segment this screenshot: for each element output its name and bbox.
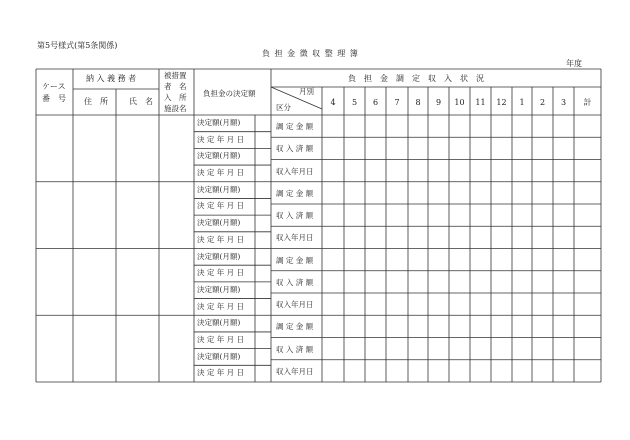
decided-monthly-label-0b: 決定額(月額) <box>197 151 241 161</box>
decided-monthly-label-3b: 決定額(月額) <box>197 351 241 361</box>
facility-header-4: 施設名 <box>164 104 187 113</box>
received-date-label-2: 収入年月日 <box>276 300 314 309</box>
month-label-8: 12 <box>496 98 507 107</box>
month-label-7: 11 <box>475 98 486 107</box>
month-label-10: 2 <box>539 98 546 107</box>
received-amount-label-1: 収 入 済 額 <box>276 211 314 220</box>
case-number-header-2: 番 号 <box>42 94 66 103</box>
decided-monthly-label-3a: 決定額(月額) <box>197 318 241 328</box>
month-label-3: 7 <box>394 98 400 107</box>
name-header: 氏 名 <box>129 97 153 106</box>
category-header: 区分 <box>276 103 291 112</box>
received-date-label-0: 収入年月日 <box>276 166 314 176</box>
assessed-amount-label-1: 調 定 金 額 <box>276 188 314 198</box>
assessed-amount-label-3: 調 定 金 額 <box>276 322 314 332</box>
form-number: 第5号様式(第5条関係) <box>37 41 118 50</box>
decided-date-label-1a: 決 定 年 月 日 <box>197 201 245 211</box>
facility-header-3: 入 所 <box>164 93 187 102</box>
received-amount-label-0: 収 入 済 額 <box>276 144 314 154</box>
assessed-amount-label-2: 調 定 金 額 <box>276 255 314 265</box>
decided-date-label-3a: 決 定 年 月 日 <box>197 334 245 344</box>
facility-header-1: 被措置 <box>164 71 187 80</box>
month-label-9: 1 <box>519 98 525 107</box>
assessed-amount-label-0: 調 定 金 額 <box>276 122 314 131</box>
month-label-0: 4 <box>330 98 336 107</box>
decided-date-label-2a: 決 定 年 月 日 <box>197 268 245 278</box>
facility-header-2: 者 名 <box>164 82 187 91</box>
address-header: 住 所 <box>84 97 108 106</box>
decided-monthly-label-2a: 決定額(月額) <box>197 251 241 261</box>
page-title: 負 担 金 徴 収 整 理 簿 <box>262 49 359 58</box>
decided-monthly-label-1a: 決定額(月額) <box>197 184 241 194</box>
received-date-label-1: 収入年月日 <box>276 233 314 243</box>
decided-monthly-label-1b: 決定額(月額) <box>197 218 241 228</box>
decided-monthly-label-2b: 決定額(月額) <box>197 284 241 294</box>
decided-date-label-0a: 決 定 年 月 日 <box>197 134 245 144</box>
decided-monthly-label-0a: 決定額(月額) <box>197 118 241 127</box>
case-number-header-1: ケース <box>42 82 66 91</box>
collection-status-header: 負 担 金 調 定 収 入 状 況 <box>348 74 484 83</box>
month-header: 月別 <box>299 87 314 96</box>
month-label-12: 計 <box>583 98 592 107</box>
received-amount-label-2: 収 入 済 額 <box>276 277 314 287</box>
decided-date-label-0b: 決 定 年 月 日 <box>197 168 245 178</box>
month-label-11: 3 <box>560 98 567 107</box>
decided-date-label-2b: 決 定 年 月 日 <box>197 301 245 311</box>
decided-date-label-3b: 決 定 年 月 日 <box>197 368 245 378</box>
year-label: 年度 <box>566 59 582 68</box>
month-label-5: 9 <box>435 98 442 107</box>
received-amount-label-3: 収 入 済 額 <box>276 344 314 354</box>
payer-header: 納 入 義 務 者 <box>86 74 137 83</box>
month-label-1: 5 <box>351 98 358 107</box>
decided-date-label-1b: 決 定 年 月 日 <box>197 234 245 244</box>
month-label-6: 10 <box>454 98 465 107</box>
decided-amount-header: 負担金の決定額 <box>203 89 256 98</box>
month-label-2: 6 <box>372 98 379 107</box>
month-label-4: 8 <box>415 98 421 107</box>
received-date-label-3: 収入年月日 <box>276 366 314 376</box>
